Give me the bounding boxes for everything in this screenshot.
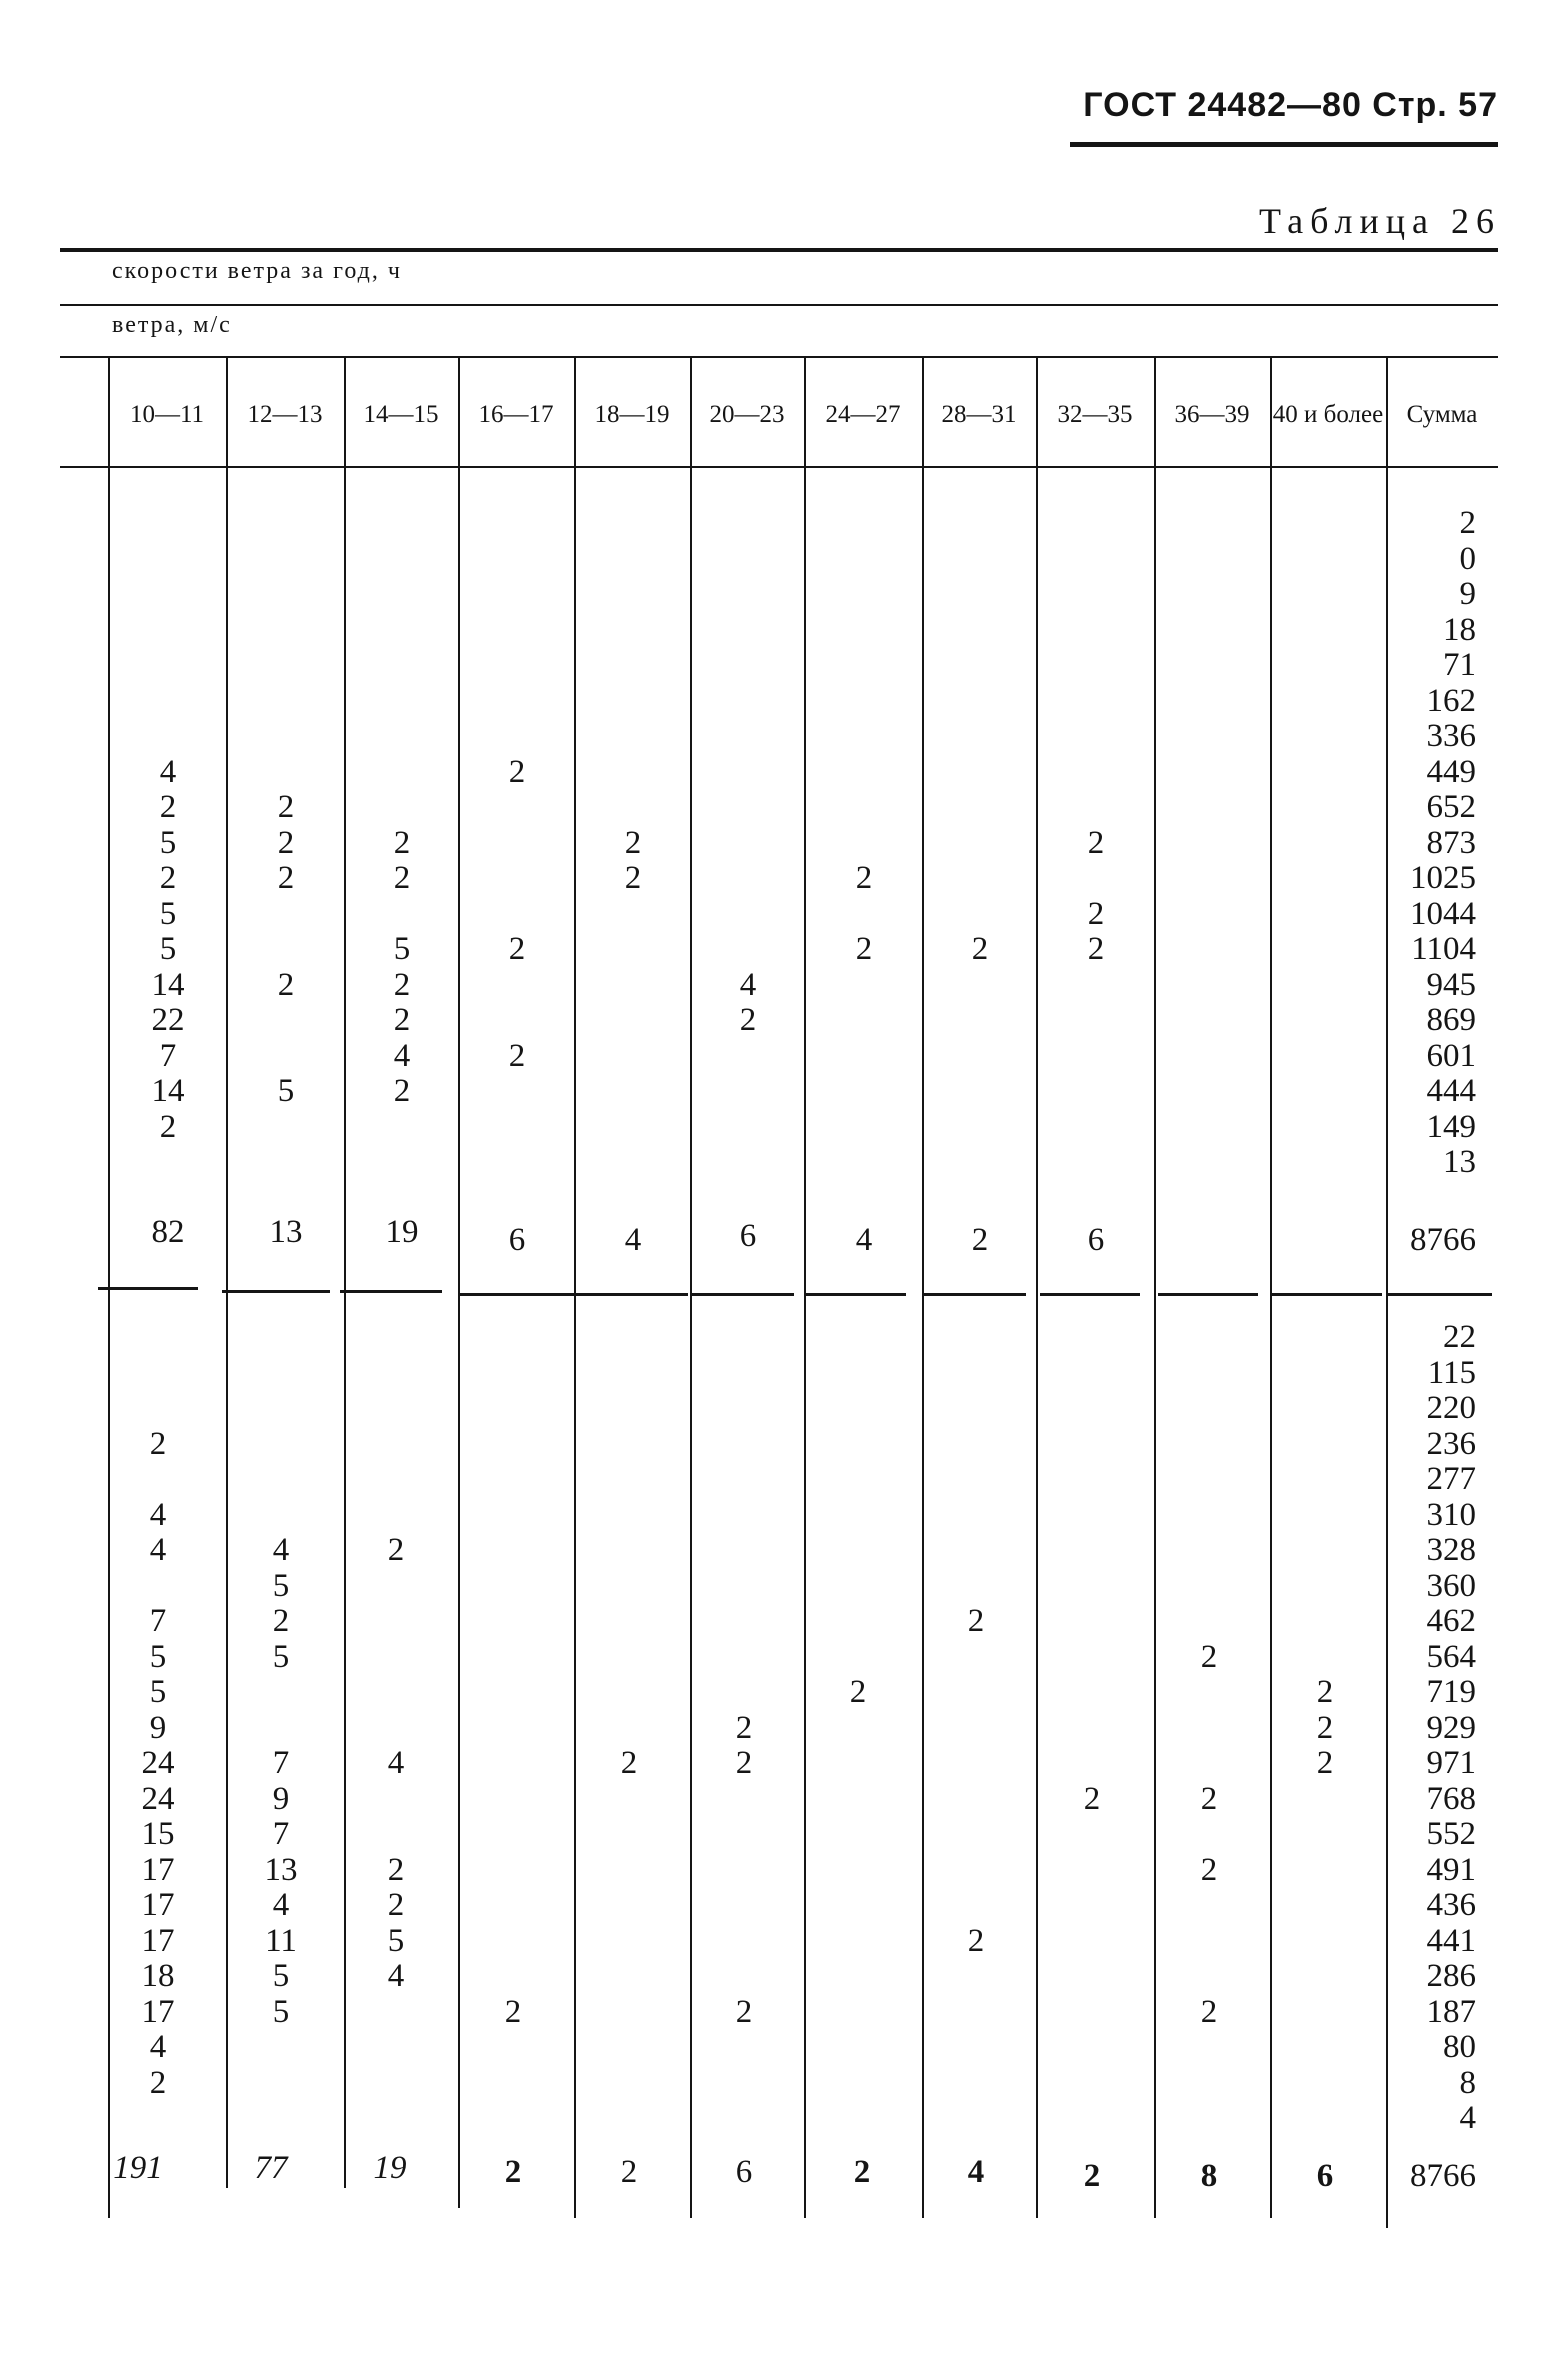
block-separator (98, 1287, 198, 1290)
block-separator (340, 1290, 442, 1293)
block2-total-32-35: 2 (1083, 2158, 1101, 2194)
block2-total-10-11: 191 (113, 2150, 163, 2186)
block2-col-20-23: 2 2 2 (735, 1709, 753, 2030)
block2-total-16-17: 2 (504, 2154, 522, 2190)
block2-total-20-23: 6 (735, 2154, 753, 2190)
block1-total-sum: 8766 (1410, 1222, 1476, 1258)
block1-total-10-11: 82 (151, 1214, 185, 1250)
table-caption: Таблица 26 (1259, 201, 1501, 241)
block-separator (578, 1293, 688, 1296)
running-title: ГОСТ 24482—80 Стр. 57 (1083, 86, 1498, 124)
block2-col-12-13: 4 5 2 5 7 9 7 13 4 11 5 5 (264, 1532, 298, 2030)
block-separator (222, 1290, 330, 1293)
caption-rule (60, 304, 1498, 306)
block1-col-10-11: 4 2 5 2 5 5 14 22 7 14 2 (151, 753, 185, 1145)
header-rule (1070, 142, 1498, 147)
block2-col-40-and-more: 2 2 2 (1316, 1674, 1334, 1781)
block1-total-18-19: 4 (624, 1222, 642, 1258)
col-header-36-39: 36—39 (1174, 400, 1250, 428)
col-header-24-27: 24—27 (825, 400, 901, 428)
block1-col-14-15: 2 2 5 2 2 4 2 (393, 824, 411, 1109)
caption-row-speed: ветра, м/с (112, 312, 232, 338)
block1-col-sum: 2 0 9 18 71 162 336 449 652 873 1025 1044 1104 945 869 601 444 149 13 (1410, 505, 1476, 1180)
header-top-rule (60, 356, 1498, 358)
block1-total-16-17: 6 (508, 1222, 526, 1258)
col-header-18-19: 18—19 (594, 400, 670, 428)
block2-col-36-39: 2 2 2 2 (1200, 1638, 1218, 2030)
block1-col-24-27: 2 2 (855, 860, 873, 967)
block2-col-24-27: 2 (849, 1674, 867, 1710)
caption-row-hours: скорости ветра за год, ч (112, 258, 402, 284)
block1-total-28-31: 2 (971, 1222, 989, 1258)
block2-total-40-and-more: 6 (1316, 2158, 1334, 2194)
block2-col-14-15: 2 4 2 2 5 4 (387, 1532, 405, 1994)
block2-col-18-19: 2 (620, 1745, 638, 1781)
block1-total-14-15: 19 (385, 1214, 419, 1250)
block-separator (1272, 1293, 1382, 1296)
block2-col-16-17: 2 (504, 1993, 522, 2030)
block2-col-sum: 22 115 220 236 277 310 328 360 462 564 719 929 971 768 552 491 436 441 286 187 80 8 4 (1426, 1319, 1476, 2136)
col-header-14-15: 14—15 (363, 400, 439, 428)
block2-total-24-27: 2 (853, 2154, 871, 2190)
block1-total-32-35: 6 (1087, 1222, 1105, 1258)
block2-total-sum: 8766 (1410, 2158, 1476, 2194)
block1-col-20-23: 4 2 (739, 966, 757, 1038)
block1-col-32-35: 2 2 2 (1087, 824, 1105, 967)
col-header-28-31: 28—31 (941, 400, 1017, 428)
block1-col-28-31: 2 (971, 931, 989, 967)
block2-total-18-19: 2 (620, 2154, 638, 2190)
block2-total-36-39: 8 (1200, 2158, 1218, 2194)
block-separator (460, 1293, 578, 1296)
block1-total-20-23: 6 (739, 1218, 757, 1254)
table-top-rule (60, 248, 1498, 252)
block2-total-12-13: 77 (254, 2150, 288, 2186)
block-separator (924, 1293, 1026, 1296)
block2-total-28-31: 4 (967, 2154, 985, 2190)
block-separator (692, 1293, 794, 1296)
column-rule (1270, 358, 1272, 2218)
block2-total-14-15: 19 (373, 2150, 407, 2186)
col-header-12-13: 12—13 (247, 400, 323, 428)
block1-col-16-17: 2 2 2 (508, 753, 526, 1074)
block2-col-28-31: 2 2 (967, 1603, 985, 1959)
header-bottom-rule (60, 466, 1498, 468)
block1-col-18-19: 2 2 (624, 824, 642, 896)
col-header-10-11: 10—11 (129, 400, 205, 428)
col-header-20-23: 20—23 (709, 400, 785, 428)
block-separator (1158, 1293, 1258, 1296)
col-header-16-17: 16—17 (478, 400, 554, 428)
block1-total-12-13: 13 (269, 1214, 303, 1250)
block2-col-32-35: 2 (1083, 1780, 1101, 1817)
block-separator (1388, 1293, 1492, 1296)
block1-total-24-27: 4 (855, 1222, 873, 1258)
block2-col-10-11: 2 4 4 7 5 5 9 24 24 15 17 17 17 18 17 4 2 (141, 1425, 175, 2101)
block1-col-12-13: 2 2 2 2 5 (277, 789, 295, 1109)
block-separator (806, 1293, 906, 1296)
col-header-32-35: 32—35 (1057, 400, 1133, 428)
block-separator (1040, 1293, 1140, 1296)
col-header-40-and-more: 40 и более (1272, 400, 1384, 428)
col-header-sum: Сумма (1406, 400, 1478, 428)
